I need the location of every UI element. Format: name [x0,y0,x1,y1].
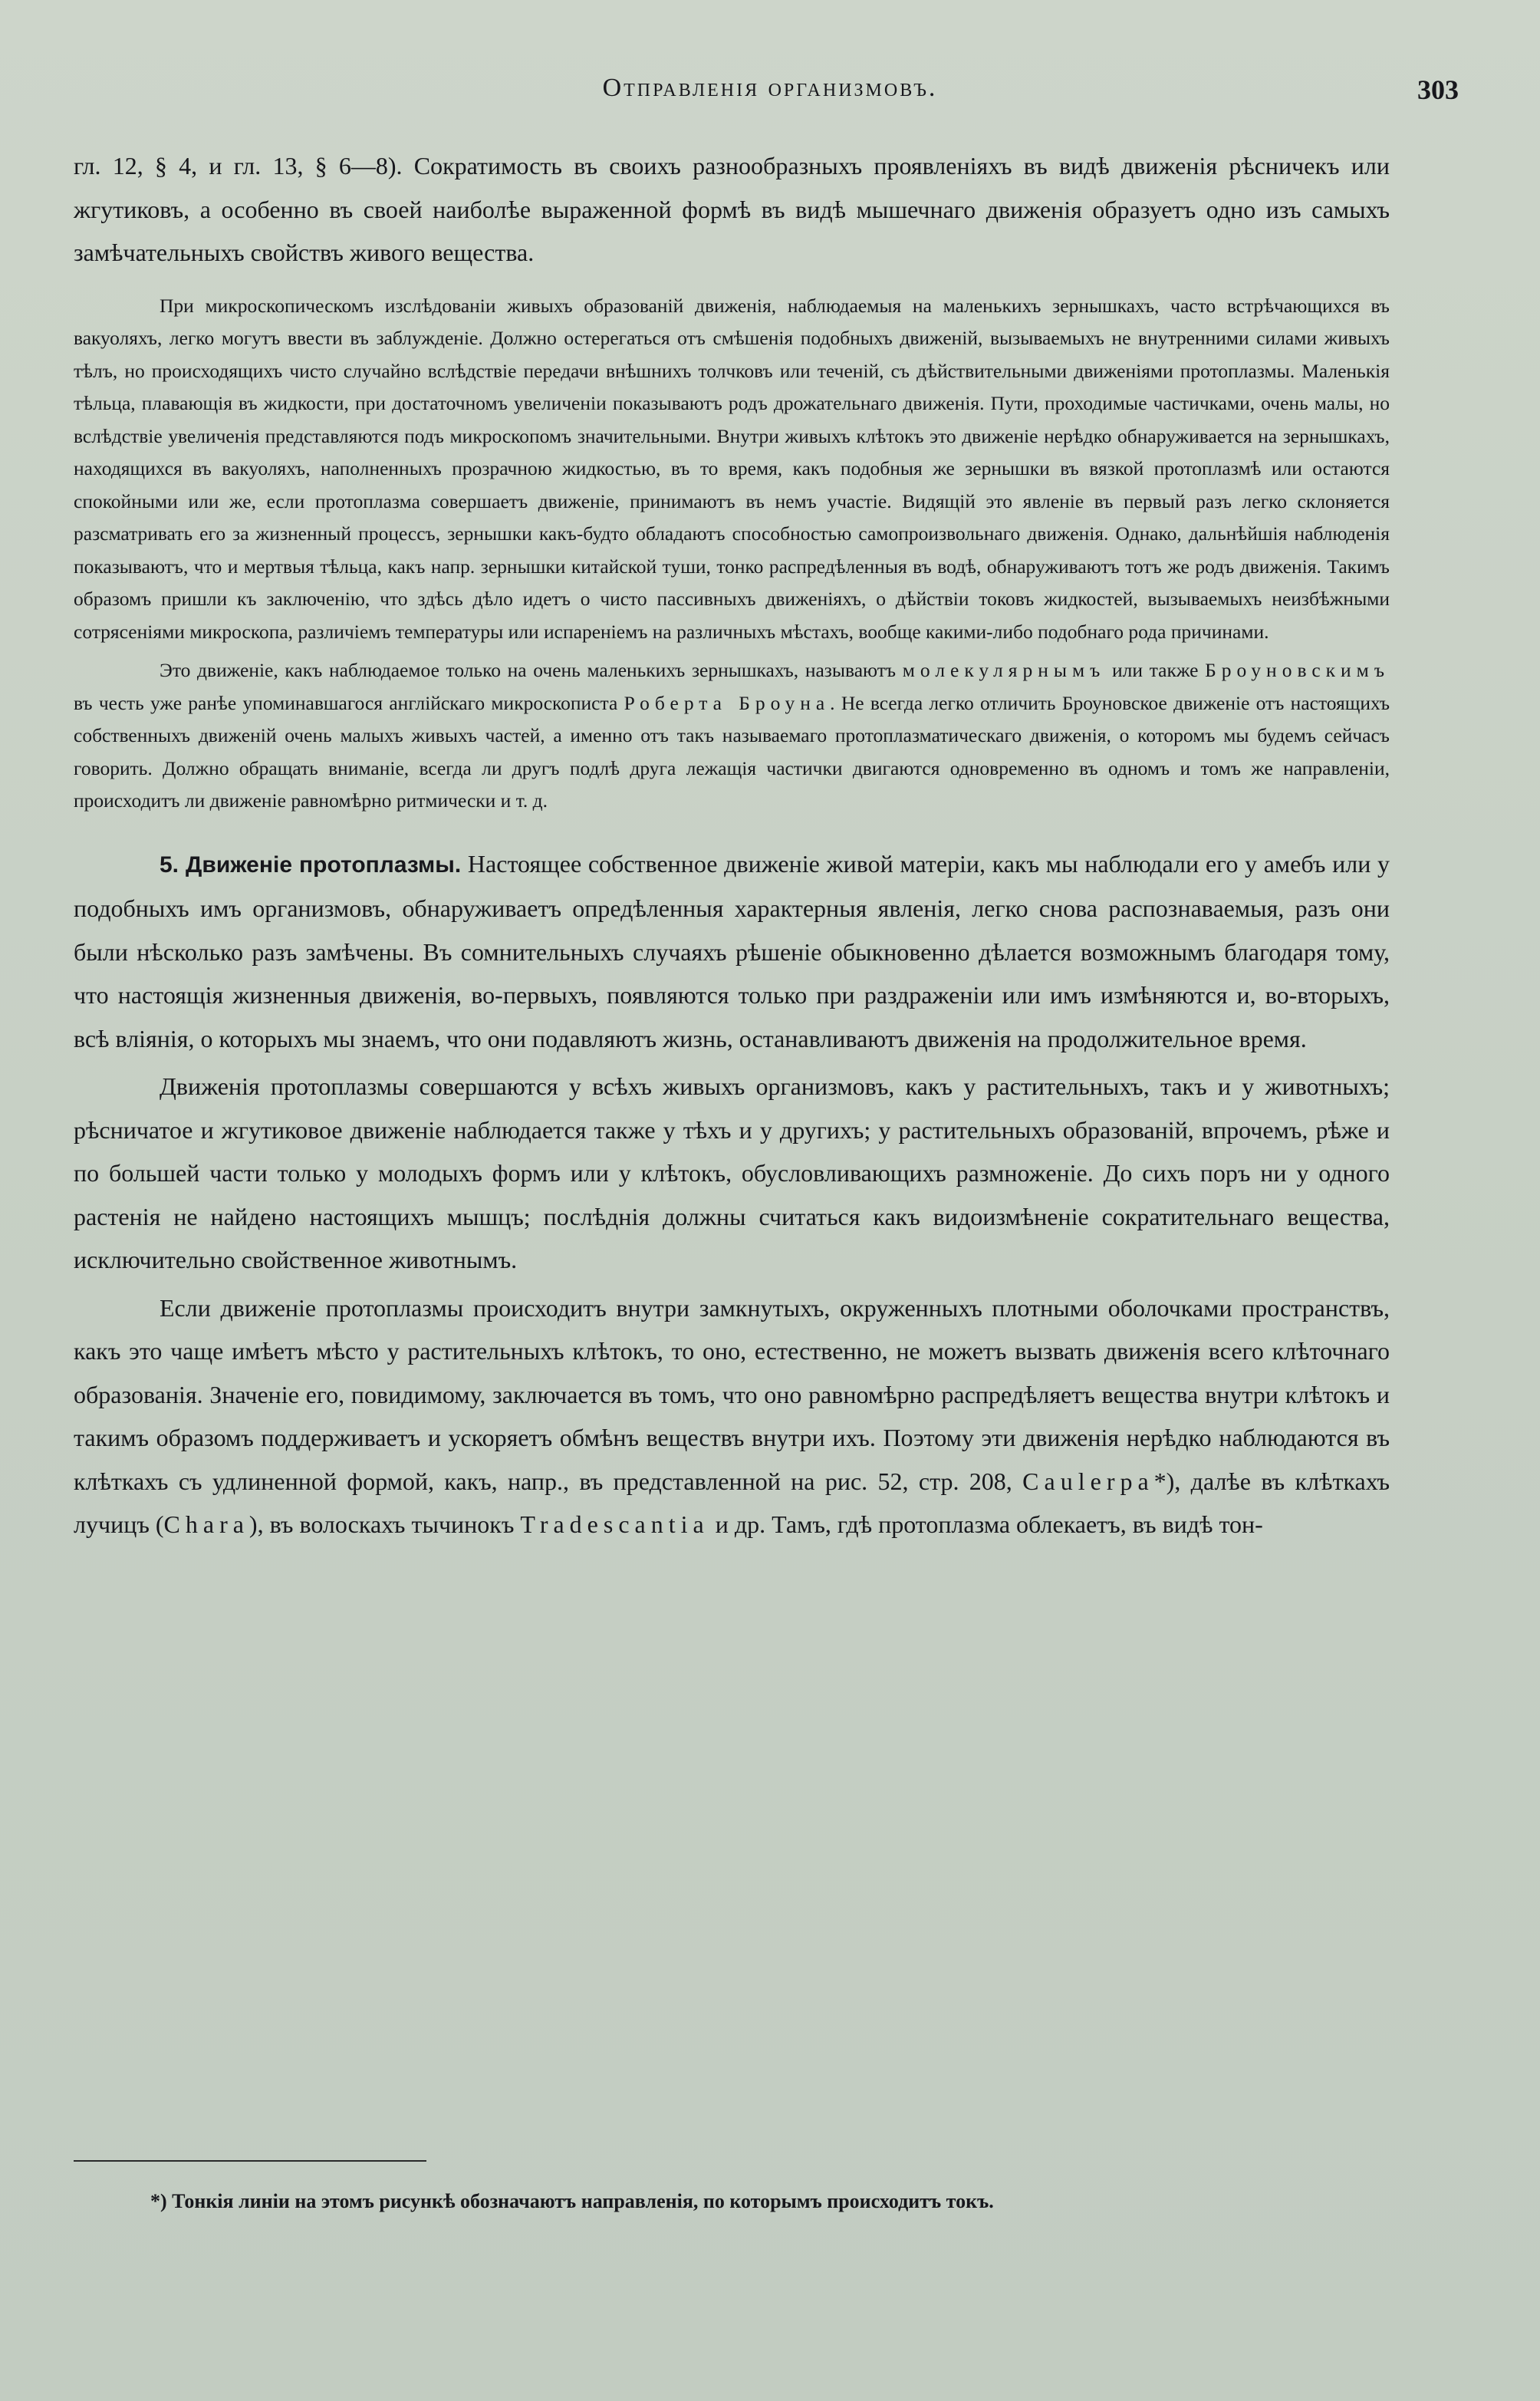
spaced-term: молекулярнымъ [902,659,1106,681]
text-run: *), далѣе въ клѣткахъ лучицъ ( [74,1467,1390,1538]
footnote-rule [74,2160,426,2162]
small-paragraph-2 [74,654,1390,818]
section-paragraph-1 [74,842,1390,1061]
text-run: Если движеніе протоплазмы происходитъ внутри замкнутыхъ, окруженныхъ плотными оболочками пространствъ, какъ это чаще имѣетъ мѣсто у растительныхъ клѣтокъ, то оно, естественно, не можетъ вызвать движенія всего клѣточнаго образованія. Значеніе его, повидимому, заключается въ томъ, что оно равномѣрно распредѣляетъ вещества внутри клѣтокъ и такимъ образомъ поддерживаетъ и ускоряетъ обмѣнъ веществъ внутри ихъ. Поэтому эти движенія нерѣдко наблюдаются въ клѣткахъ съ удлиненной формой, какъ, напр., въ представленной на рис. 52, стр. 208, [74,1293,1390,1495]
footnote: *) Тонкія линіи на этомъ рисункѣ обозначаютъ направленія, по которымъ происходитъ токъ. [150,2190,994,2212]
running-title: Отправленія организмовъ. [602,74,938,102]
genus-name: Caulerpa [1022,1467,1154,1495]
section-block [74,842,1390,1546]
text-run: Это движеніе, какъ наблюдаемое только на очень маленькихъ зернышкахъ, называютъ [160,659,897,681]
section-paragraph-2: Движенія протоплазмы совершаются у всѣхъ живыхъ организмовъ, какъ у растительныхъ, такъ и у животныхъ; рѣсничатое и жгутиковое движеніе наблюдается также у тѣхъ и у другихъ; у растительныхъ образованій, впрочемъ, рѣже и по большей части только у молодыхъ формъ или у клѣтокъ, обусловливающихъ размноженіе. До сихъ поръ ни у одного растенія не найдено настоящихъ мышцъ; послѣднія должны считаться какъ видоизмѣненіе сократительнаго вещества, исключительно свойственное животнымъ. [74,1072,1390,1273]
text-run: ), въ волоскахъ тычинокъ [248,1510,515,1538]
text-run: или также [1112,659,1199,681]
small-paragraph-1: При микроскопическомъ изслѣдованіи живыхъ образованій движенія, наблюдаемыя на маленькихъ зернышкахъ, часто встрѣчающихся въ вакуоляхъ, легко могутъ ввести въ заблужденіе. Должно остерегаться отъ смѣшенія подобныхъ движеній, вызываемыхъ не внутренними силами живыхъ тѣлъ, но происходящихъ чисто случайно вслѣдствіе передачи внѣшнихъ толчковъ или теченій, съ дѣйствительными движеніями протоплазмы. Маленькія тѣльца, плавающія въ жидкости, при достаточномъ увеличеніи показываютъ родъ дрожательнаго движенія. Пути, проходимые частичками, очень малы, но вслѣдствіе увеличенія представляются подъ микроскопомъ значительными. Внутри живыхъ клѣтокъ это движеніе нерѣдко обнаруживается на зернышкахъ, находящихся въ вакуоляхъ, наполненныхъ прозрачною жидкостью, въ то время, какъ подобныя же зернышки въ вязкой протоплазмѣ или остаются спокойными или же, если протоплазма совершаетъ движеніе, принимаютъ въ немъ участіе. Видящій это явленіе въ первый разъ легко склоняется разсматривать его за жизненный процессъ, зернышки какъ-будто обладаютъ способностью самопроизвольнаго движенія. Однако, дальнѣйшія наблюденія показываютъ, что и мертвыя тѣльца, какъ напр. зернышки китайской туши, тонко распредѣленныя въ водѣ, обнаруживаютъ тотъ же родъ движенія. Такимъ образомъ пришли къ заключенію, что здѣсь дѣло идетъ о чисто пассивныхъ движеніяхъ, о дѣйствіи токовъ жидкостей, вызываемыхъ неизбѣжными сотрясеніями микроскопа, различіемъ температуры или испареніемъ на различныхъ мѣстахъ, вообще какими-либо подобнаго рода причинами. [74,294,1390,643]
intro-block [74,144,1390,275]
intro-paragraph: гл. 12, § 4, и гл. 13, § 6—8). Сократимость въ своихъ разнообразныхъ проявленіяхъ въ видѣ движенія рѣсничекъ или жгутиковъ, а особенно въ своей наиболѣе выраженной формѣ въ видѣ мышечнаго движенія образуетъ одно изъ самыхъ замѣчательныхъ свойствъ живого вещества. [74,152,1390,266]
genus-name: Chara [163,1510,249,1538]
running-head [74,74,1466,112]
spaced-name: Роберта Броуна [624,691,831,714]
spaced-term: Броуновскимъ [1205,659,1390,681]
genus-name: Tradescantia [520,1510,709,1538]
text-run: Настоящее собственное движеніе живой матеріи, какъ мы наблюдали его у амебъ или у подобныхъ имъ организмовъ, обнаруживаетъ опредѣленныя характерныя явленія, легко снова распознаваемыя, разъ они были нѣсколько разъ замѣчены. Въ сомнительныхъ случаяхъ рѣшеніе обыкновенно дѣлается возможнымъ благодаря тому, что настоящія жизненныя движенія, во-первыхъ, появляются только при раздраженіи или имъ измѣняются и, во-вторыхъ, всѣ вліянія, о которыхъ мы знаемъ, что они подавляютъ жизнь, останавливаютъ движенія на продолжительное время. [74,849,1390,1052]
section-paragraph-3 [74,1286,1390,1546]
section-title: 5. Движеніе протоплазмы. [160,851,462,878]
text-run: и др. Тамъ, гдѣ протоплазма облекаетъ, въ видѣ тон- [715,1510,1263,1538]
page-number: 303 [1417,74,1459,105]
text-run: . Не всегда легко отличить Броуновское движеніе отъ настоящихъ собственныхъ движеній очень малыхъ живыхъ частей, а именно отъ такъ называемаго протоплазматическаго движенія, о которомъ мы будемъ сейчасъ говорить. Должно обращать вниманіе, всегда ли другъ подлѣ друга лежащія частички двигаются одновременно въ одномъ и томъ же направленіи, происходитъ ли движеніе равномѣрно ритмически и т. д. [74,691,1390,812]
text-run: въ честь уже ранѣе упоминавшагося англійскаго микроскописта [74,691,618,714]
small-print-block [74,290,1390,818]
page-body [74,144,1390,1551]
